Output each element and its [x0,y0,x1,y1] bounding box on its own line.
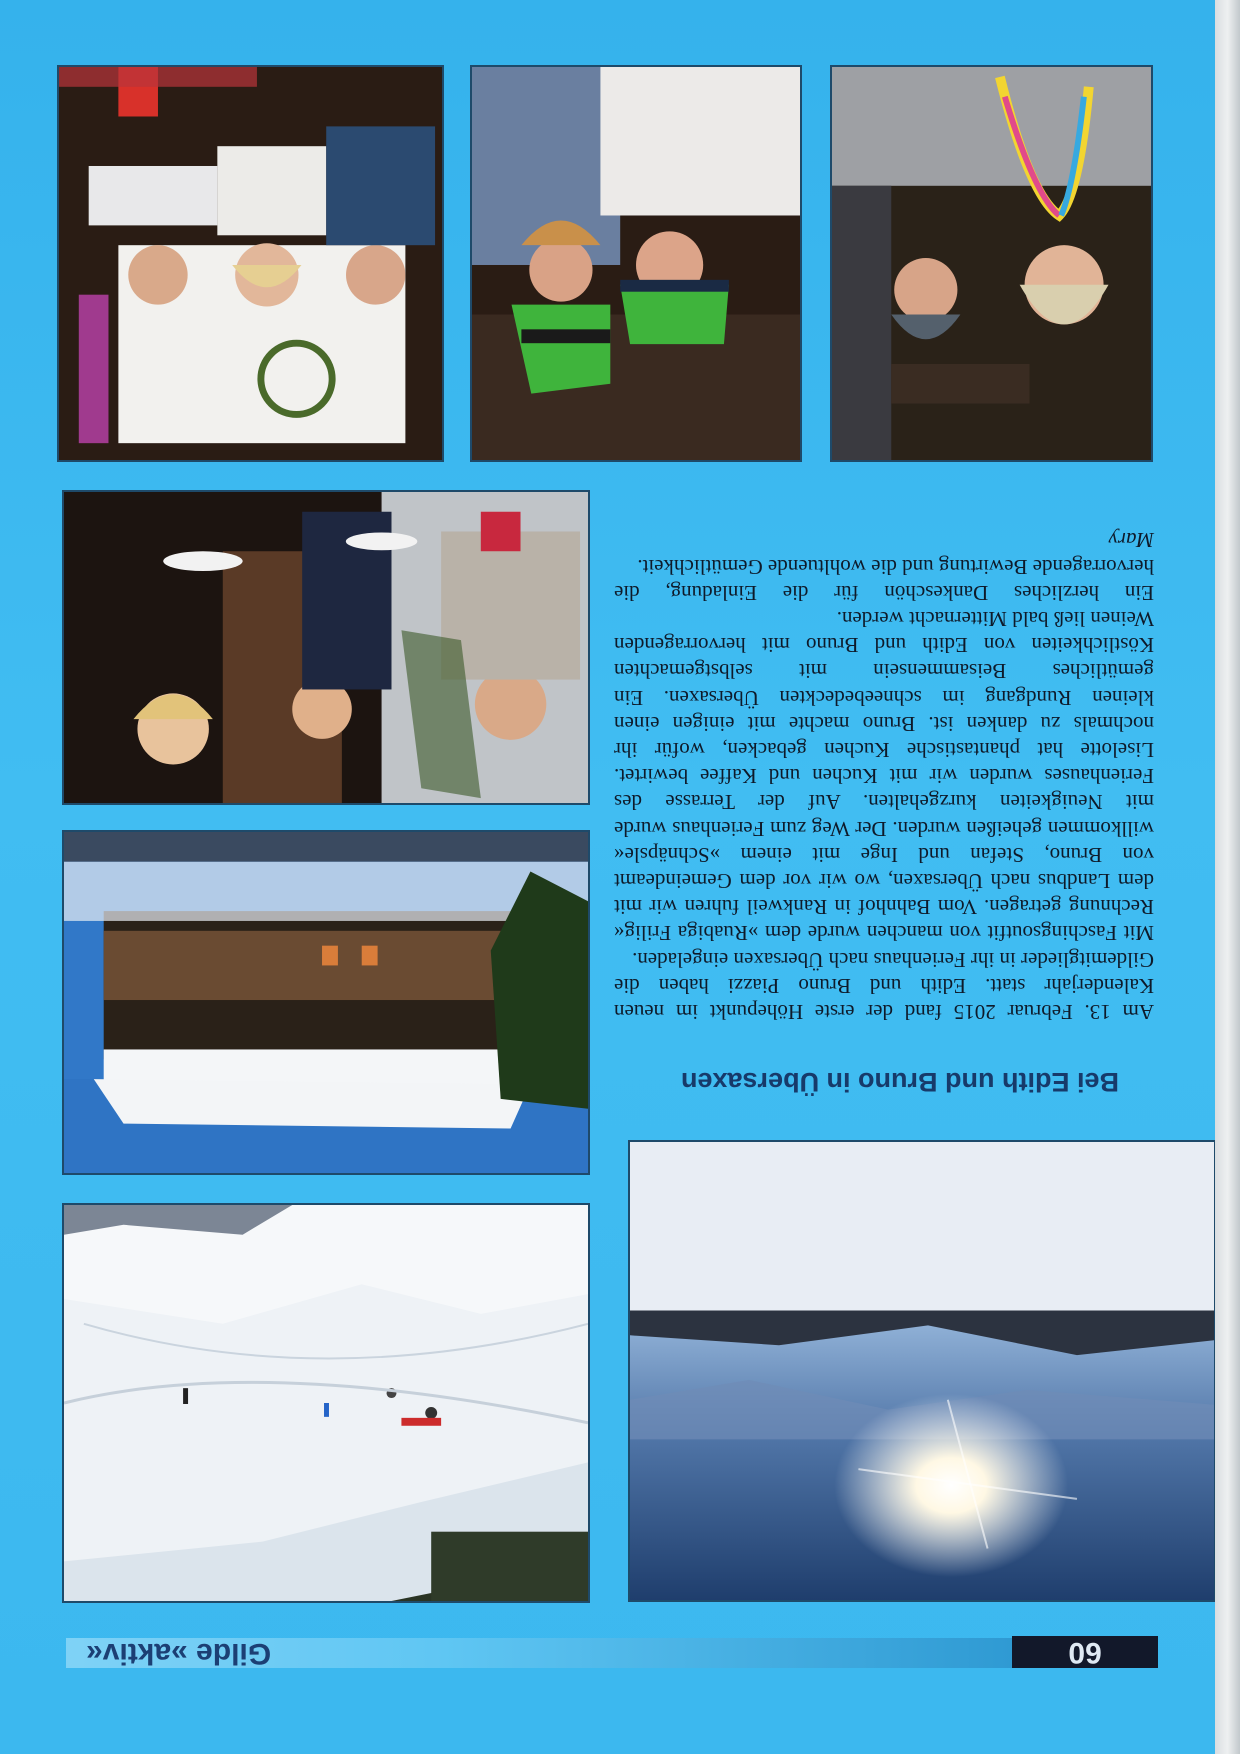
article-paragraph-2: Mit Faschingsoutfit von manchen wurde dem »Ruabiga Frilig« Rechnung getragen. Vom Bahnhof in Rankweil fuhren wir mit dem Landbus nach Übersaxen, wo wir vor dem Gemeindeamt von Bruno, Stefan und Inge mit einem »Schnäpsle« willkommen geheißen wurden. Der Weg zum Ferienhaus wurde mit Neuigkeiten kurzgehalten. Auf der Terrasse des Ferienhauses wurden wir mit Kuchen und Kaffee bewirtet. Liselotte hat phantastische Kuchen gebacken, wofür ihr nochmals zu danken ist. Bruno machte mit einigen einen kleinen Rundgang im schneebedeckten Übersaxen. Ein gemütliches Beisammensein mit selbstgemachten Köstlichkeiten von Edith und Bruno mit hervorragenden Weinen ließ bald Mitternacht werden. [614,606,1154,946]
photo-sunset-lake [628,1140,1216,1602]
article-body [614,527,1154,1025]
photo-chalet-snow [62,830,590,1175]
article-paragraph-1: Am 13. Februar 2015 fand der erste Höhepunkt im neuen Kalenderjahr statt. Edith und Bruno Piazzi haben die Gildemitglieder in ihr Ferienhaus nach Übersaxen eingeladen. [614,947,1154,1024]
article-paragraph-3: Ein herzliches Dankeschön für die Einladung, die hervorragende Bewirtung und die wohltuende Gemütlichkeit. [614,554,1154,605]
photo-three-at-table [57,65,444,462]
photo-snow-slope-hikers [62,1203,590,1603]
page-number-box [1012,1636,1158,1668]
page-edge [1215,0,1240,1754]
photo-women-with-lei [830,65,1153,462]
page-number: 60 [1068,1636,1102,1669]
photo-terrace-group [62,490,590,805]
section-title: Gilde »aktiv« [86,1637,272,1670]
article-signature: Mary [1108,528,1154,553]
photo-green-costumes [470,65,802,462]
article-title: Bei Edith und Bruno in Übersaxen [680,1067,1120,1097]
